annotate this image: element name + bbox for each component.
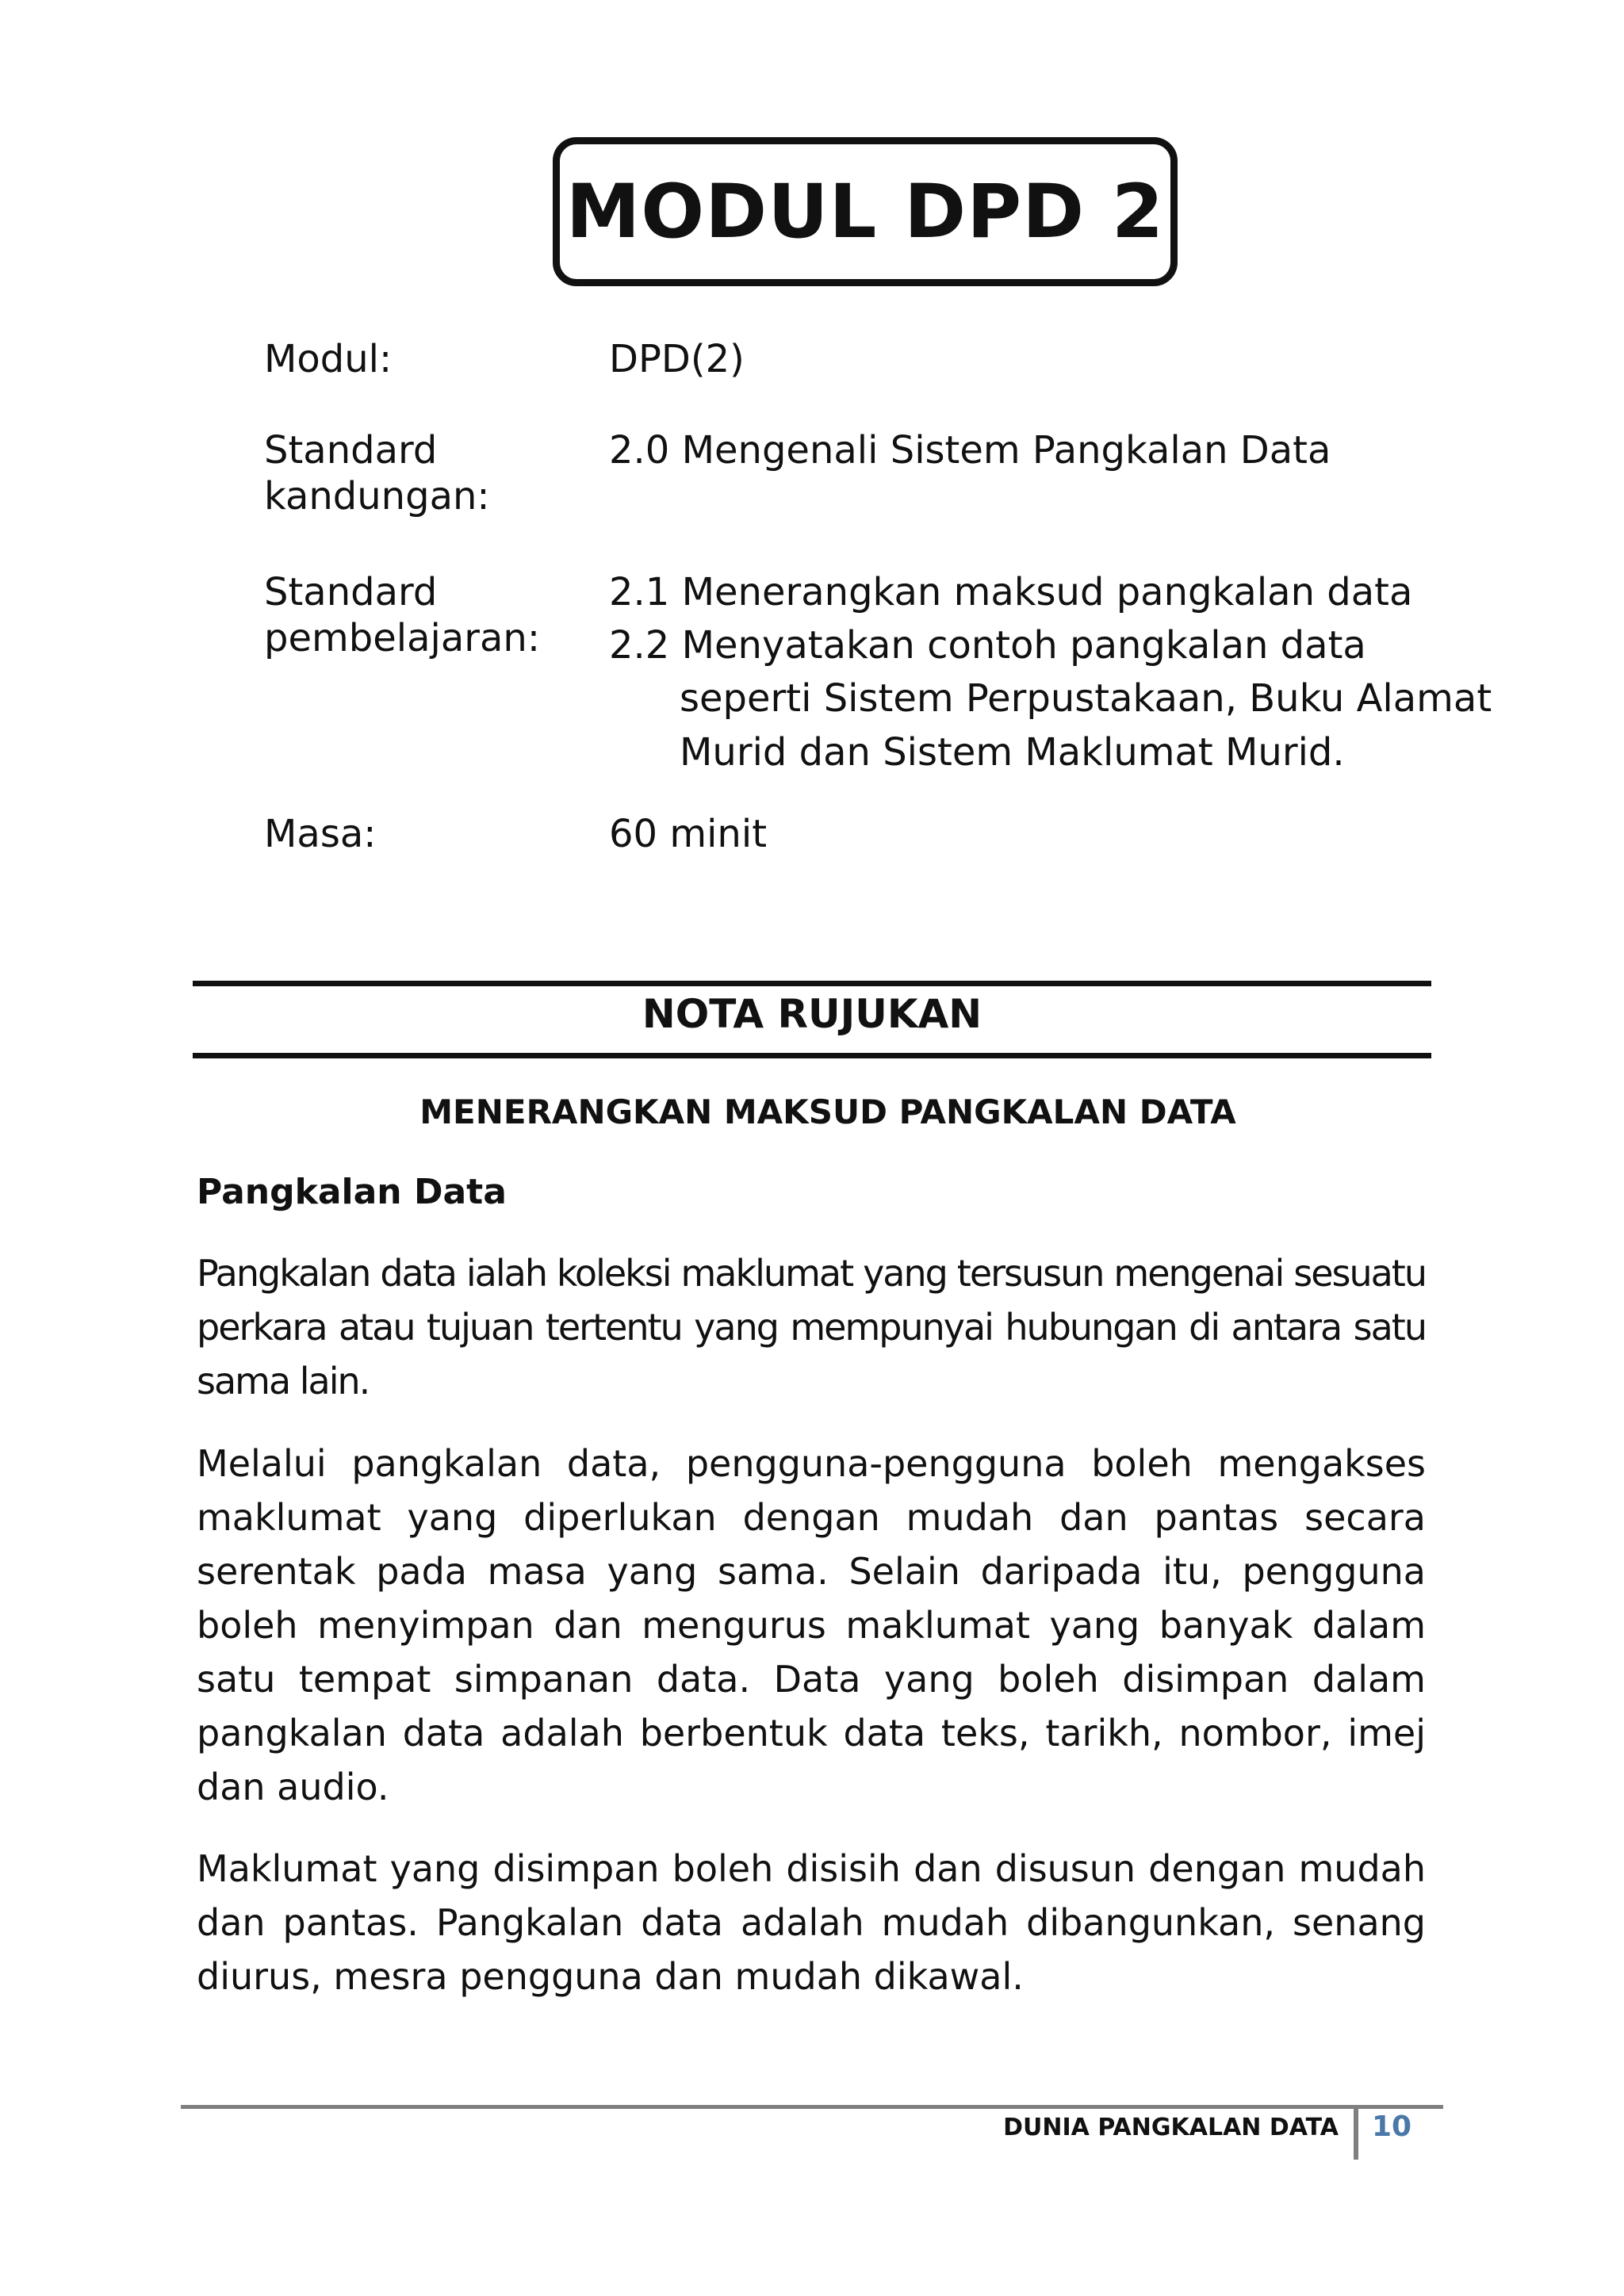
paragraph-3: Maklumat yang disimpan boleh disisih dan disusun dengan mudah dan pantas. Pangkalan data adalah mudah dibangunkan, senang diurus, mesra pengguna dan mudah dikawal. <box>197 1847 1426 1998</box>
paragraph-1: Pangkalan data ialah koleksi maklumat yang tersusun mengenai sesuatu perkara atau tujuan tertentu yang mempunyai hubungan di antara satu sama lain. <box>197 1252 1426 1402</box>
paragraph-2: Melalui pangkalan data, pengguna-pengguna boleh mengakses maklumat yang diperlukan dengan mudah dan pantas secara serentak pada masa yang sama. Selain daripada itu, pengguna boleh menyimpan dan mengurus maklumat yang banyak dalam satu tempat simpanan data. Data yang boleh disimpan dalam pangkalan data adalah berbentuk data teks, tarikh, nombor, imej dan audio. <box>197 1442 1426 1808</box>
sp-item-2-2-cont-line1: seperti Sistem Perpustakaan, Buku Alamat <box>680 676 1492 721</box>
modul-value: DPD(2) <box>609 337 745 381</box>
standard-kandungan-label-line2: kandungan: <box>264 474 490 519</box>
standard-kandungan-label-line1: Standard <box>264 428 438 473</box>
sp-item-2-1: 2.1 Menerangkan maksud pangkalan data <box>609 570 1413 614</box>
section-subtitle: MENERANGKAN MAKSUD PANGKALAN DATA <box>419 1093 1236 1131</box>
sp-item-2-2: 2.2 Menyatakan contoh pangkalan data <box>609 623 1366 668</box>
standard-kandungan-value: 2.0 Mengenali Sistem Pangkalan Data <box>609 428 1331 473</box>
standard-pembelajaran-label-line2: pembelajaran: <box>264 616 540 660</box>
topic-heading: Pangkalan Data <box>197 1172 507 1212</box>
footer-title: DUNIA PANGKALAN DATA <box>1003 2114 1339 2141</box>
footer-divider <box>1354 2109 1358 2160</box>
section-title: NOTA RUJUKAN <box>642 991 982 1037</box>
sp-item-2-2-cont-line2: Murid dan Sistem Maklumat Murid. <box>680 730 1345 775</box>
section-rule-bottom <box>193 1053 1431 1058</box>
module-title: MODUL DPD 2 <box>565 168 1165 255</box>
masa-label: Masa: <box>264 812 377 856</box>
section-rule-top <box>193 981 1431 986</box>
modul-label: Modul: <box>264 337 393 381</box>
standard-pembelajaran-label-line1: Standard <box>264 570 438 614</box>
footer-rule <box>181 2105 1443 2109</box>
masa-value: 60 minit <box>609 812 768 856</box>
module-title-box <box>553 137 1178 286</box>
page-number: 10 <box>1372 2110 1412 2143</box>
